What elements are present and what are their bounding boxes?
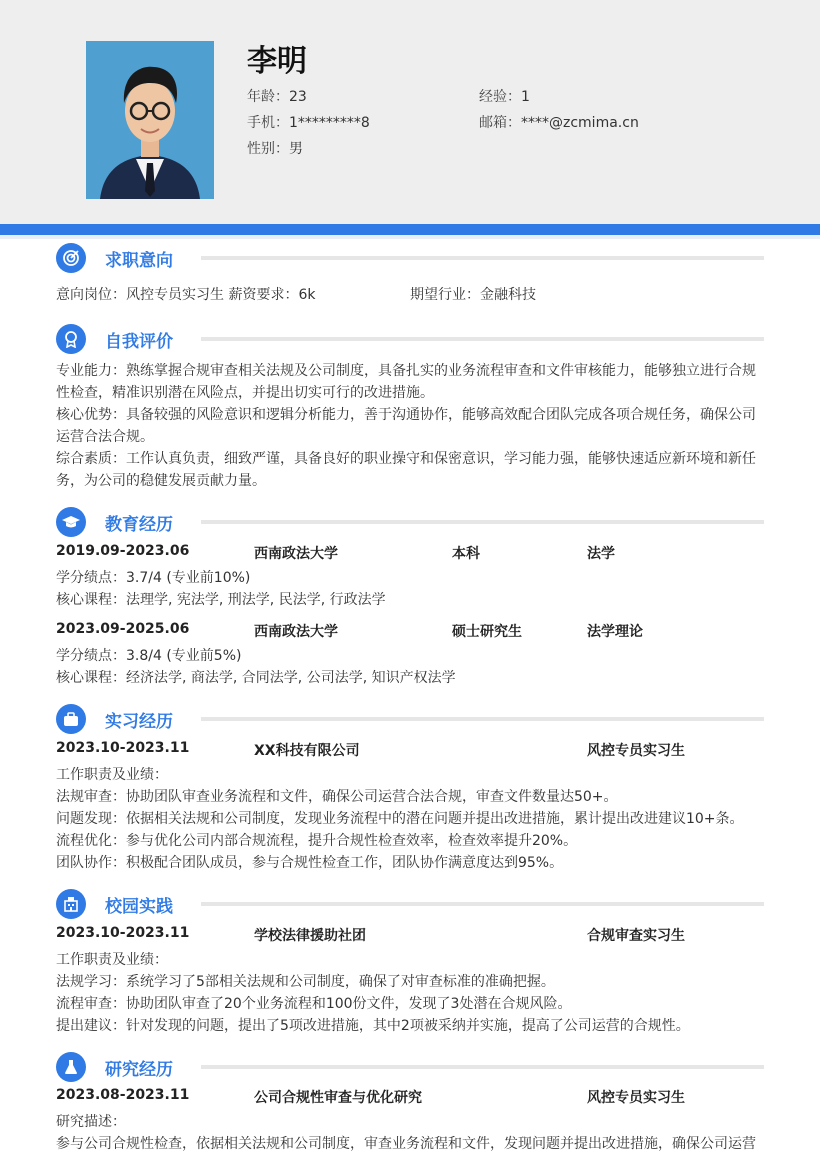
- resume-header: [0, 0, 820, 224]
- campus-line: 提出建议：针对发现的问题，提出了5项改进措施，其中2项被采纳并实施，提高了公司运营的合规性。: [56, 1018, 690, 1034]
- internship-line: 团队协作：积极配合团队成员，参与合规性检查工作，团队协作满意度达到95%。: [56, 855, 564, 871]
- candidate-name: 李明: [247, 44, 307, 79]
- phone-row: [247, 112, 370, 132]
- edu-degree: 硕士研究生: [452, 624, 522, 640]
- section-title: 研究经历: [105, 1060, 173, 1080]
- edu-courses: 核心课程：经济法学, 商法学, 合同法学, 公司法学, 知识产权法学: [56, 670, 456, 686]
- edu-gpa: 学分绩点：3.8/4 (专业前5%): [56, 648, 242, 664]
- age-label: 年龄：: [247, 89, 289, 105]
- experience-row: [479, 86, 530, 106]
- section-title: 自我评价: [105, 332, 173, 352]
- internship-line: 法规审查：协助团队审查业务流程和文件，确保公司运营合法合规，审查文件数量达50+。: [56, 789, 618, 805]
- gender-label: 性别：: [247, 141, 289, 157]
- campus-role: 合规审查实习生: [587, 928, 685, 944]
- profile-photo: [86, 41, 214, 199]
- gender-row: [247, 138, 303, 158]
- section-self-header: [56, 324, 766, 354]
- section-title: 实习经历: [105, 712, 173, 732]
- section-title: 校园实践: [105, 897, 173, 917]
- gender-value: 男: [289, 141, 303, 157]
- graduation-cap-icon: [56, 507, 86, 537]
- self-eval-skills: 专业能力：熟练掌握合规审查相关法规及公司制度，具备扎实的业务流程审查和文件审核能力，能够独立进行合规性检查，精准识别潜在风险点，并提出切实可行的改进措施。: [56, 363, 756, 401]
- edu-gpa: 学分绩点：3.7/4 (专业前10%): [56, 570, 251, 586]
- section-rule: [201, 337, 764, 341]
- section-rule: [201, 1065, 764, 1069]
- building-icon: [56, 889, 86, 919]
- target-icon: [56, 243, 86, 273]
- campus-line: 流程审查：协助团队审查了20个业务流程和100份文件，发现了3处潜在合规风险。: [56, 996, 572, 1012]
- edu-courses: 核心课程：法理学, 宪法学, 刑法学, 民法学, 行政法学: [56, 592, 386, 608]
- award-icon: [56, 324, 86, 354]
- section-internship-header: [56, 704, 766, 734]
- edu-degree: 本科: [452, 546, 480, 562]
- internship-line: 问题发现：依据相关法规和公司制度，发现业务流程中的潜在问题并提出改进措施，累计提出改进建议10+条。: [56, 811, 744, 827]
- edu-major: 法学理论: [587, 624, 643, 640]
- internship-company: XX科技有限公司: [254, 743, 360, 759]
- edu-school: 西南政法大学: [254, 624, 338, 640]
- research-line: 参与公司合规性检查，依据相关法规和公司制度，审查业务流程和文件，发现问题并提出改进措施，确保公司运营: [56, 1136, 756, 1152]
- briefcase-icon: [56, 704, 86, 734]
- email-value: ****@zcmima.cn: [521, 115, 639, 131]
- edu-school: 西南政法大学: [254, 546, 338, 562]
- experience-value: 1: [521, 89, 530, 105]
- section-intent-header: [56, 243, 766, 273]
- self-eval-strengths: 核心优势：具备较强的风险意识和逻辑分析能力，善于沟通协作，能够高效配合团队完成各项合规任务，确保公司运营合法合规。: [56, 407, 756, 445]
- research-date: 2023.08-2023.11: [56, 1087, 190, 1103]
- campus-line: 工作职责及业绩：: [56, 952, 168, 968]
- edu-date: 2023.09-2025.06: [56, 621, 190, 637]
- edu-date: 2019.09-2023.06: [56, 543, 190, 559]
- header-divider: [0, 235, 820, 239]
- section-rule: [201, 256, 764, 260]
- email-label: 邮箱：: [479, 115, 521, 131]
- phone-label: 手机：: [247, 115, 289, 131]
- campus-org: 学校法律援助社团: [254, 928, 366, 944]
- experience-label: 经验：: [479, 89, 521, 105]
- intent-industry: 期望行业：金融科技: [410, 287, 536, 303]
- internship-line: 流程优化：参与优化公司内部合规流程，提升合规性检查效率，检查效率提升20%。: [56, 833, 578, 849]
- age-value: 23: [289, 89, 307, 105]
- research-role: 风控专员实习生: [587, 1090, 685, 1106]
- internship-date: 2023.10-2023.11: [56, 740, 190, 756]
- internship-line: 工作职责及业绩：: [56, 767, 168, 783]
- research-project: 公司合规性审查与优化研究: [254, 1090, 422, 1106]
- self-eval-qualities: 综合素质：工作认真负责，细致严谨，具备良好的职业操守和保密意识，学习能力强，能够快速适应新环境和新任务，为公司的稳健发展贡献力量。: [56, 451, 756, 489]
- section-title: 求职意向: [105, 251, 173, 271]
- research-line: 研究描述：: [56, 1114, 126, 1130]
- header-accent-bar: [0, 224, 820, 235]
- phone-value: 1*********8: [289, 115, 370, 131]
- section-rule: [201, 520, 764, 524]
- flask-icon: [56, 1052, 86, 1082]
- internship-role: 风控专员实习生: [587, 743, 685, 759]
- section-research-header: [56, 1052, 766, 1082]
- section-rule: [201, 717, 764, 721]
- section-campus-header: [56, 889, 766, 919]
- section-education-header: [56, 507, 766, 537]
- intent-position: 意向岗位：风控专员实习生 薪资要求：6k: [56, 287, 316, 303]
- section-title: 教育经历: [105, 515, 173, 535]
- campus-line: 法规学习：系统学习了5部相关法规和公司制度，确保了对审查标准的准确把握。: [56, 974, 555, 990]
- campus-date: 2023.10-2023.11: [56, 925, 190, 941]
- edu-major: 法学: [587, 546, 615, 562]
- section-rule: [201, 902, 764, 906]
- email-row: [479, 112, 639, 132]
- age-row: [247, 86, 307, 106]
